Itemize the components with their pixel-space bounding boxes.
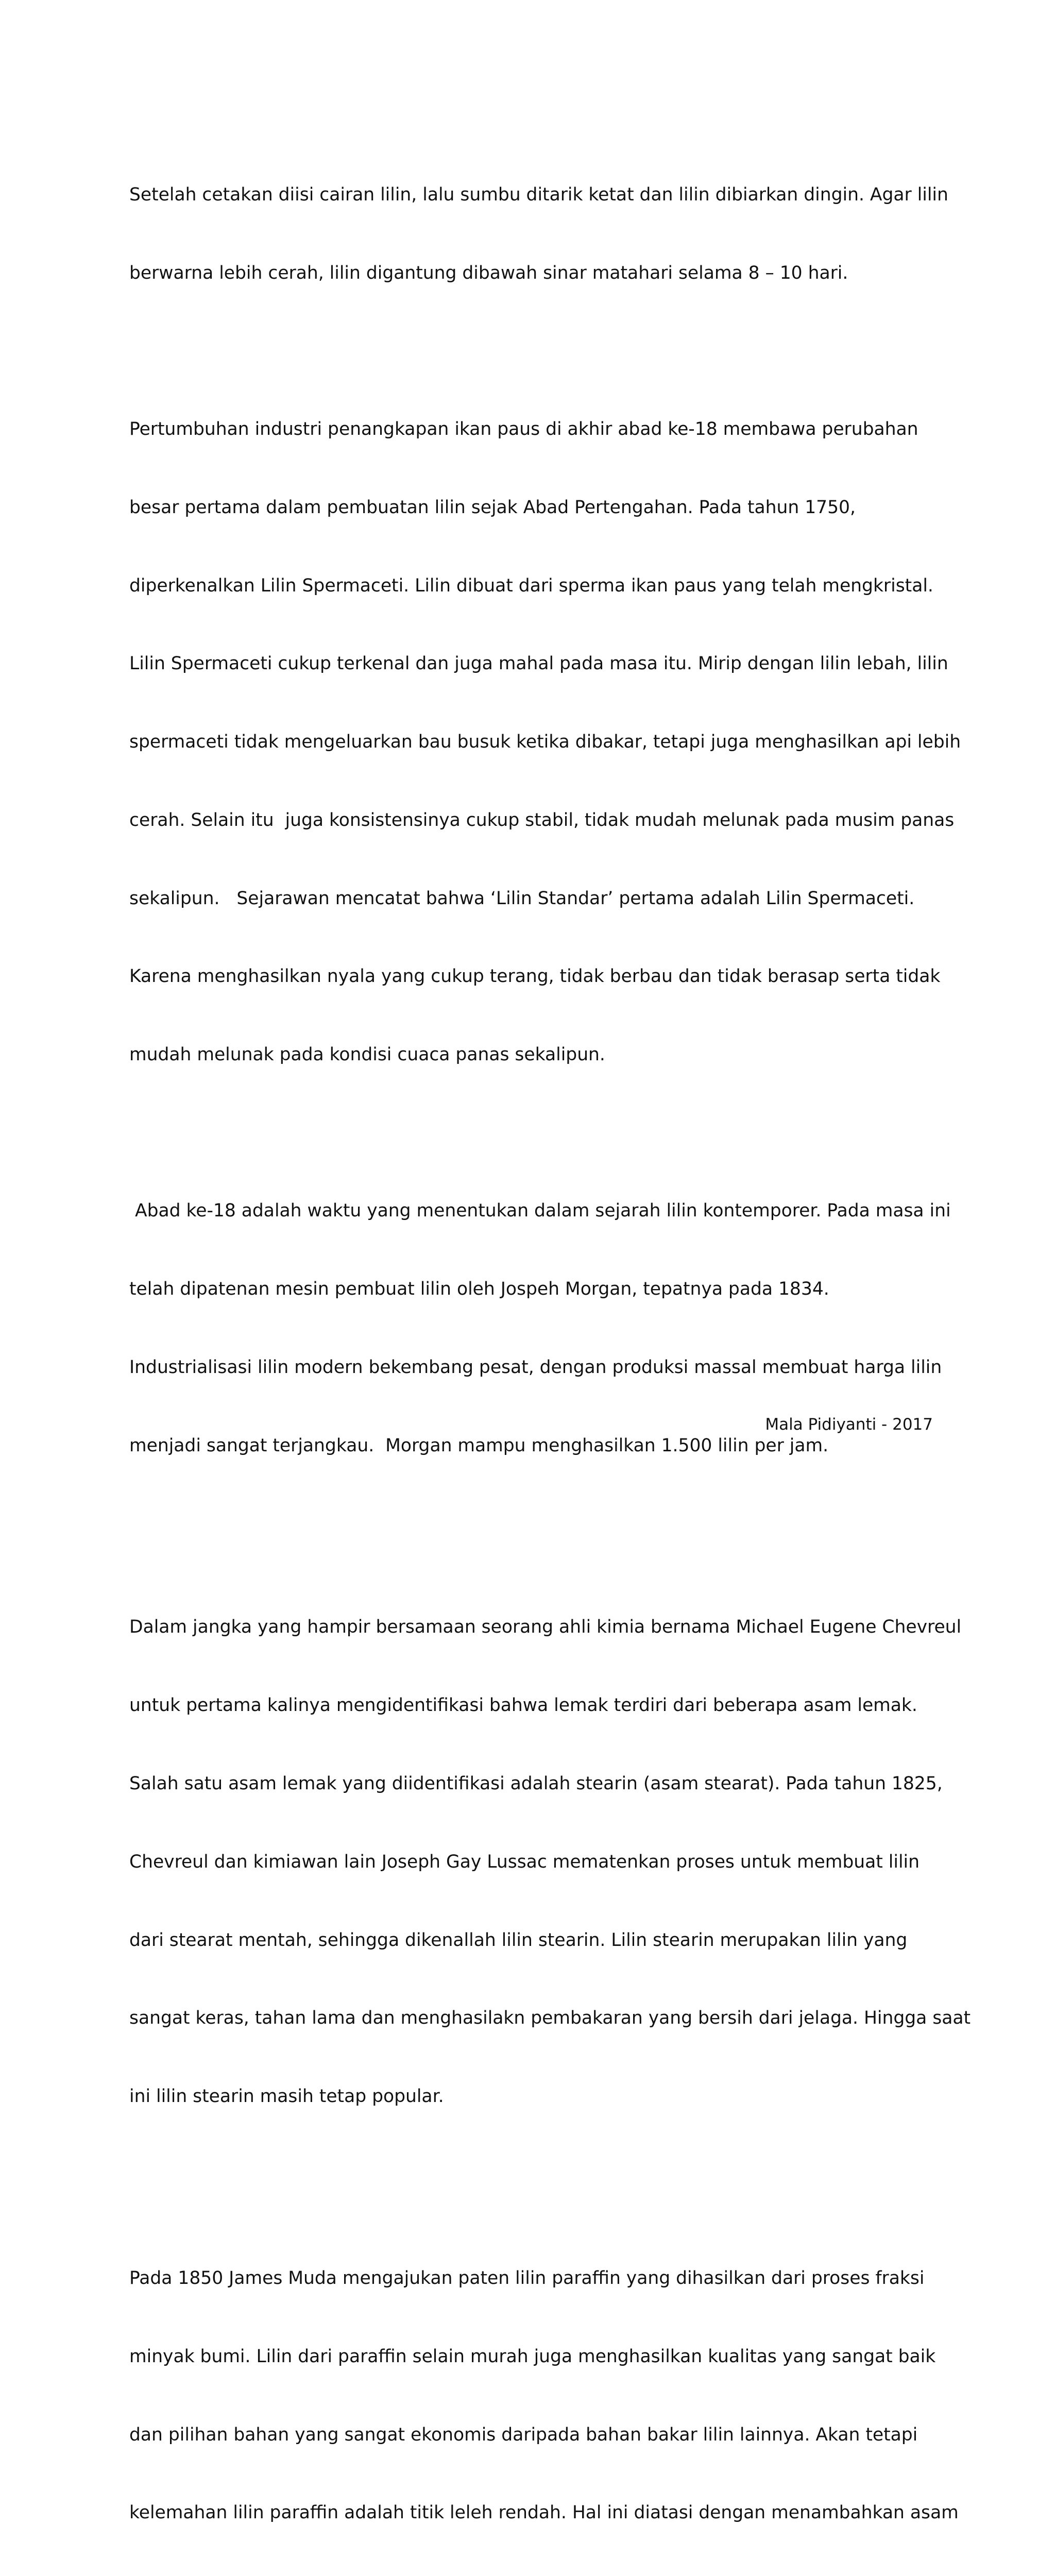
paragraph-stearin: [129, 1562, 971, 2162]
text-line: untuk pertama kalinya mengidentifikasi bahwa lemak terdiri dari beberapa asam lemak.: [129, 1695, 917, 1716]
paragraph-spacer: [129, 2162, 938, 2213]
text-line: Dalam jangka yang hampir bersamaan seorang ahli kimia bernama Michael Eugene Chevreul: [129, 1617, 962, 1638]
text-line: berwarna lebih cerah, lilin digantung dibawah sinar matahari selama 8 – 10 hari.: [129, 262, 848, 283]
text-line: minyak bumi. Lilin dari paraffin selain murah juga menghasilkan kualitas yang sangat baik: [129, 2346, 936, 2367]
text-line: diperkenalkan Lilin Spermaceti. Lilin dibuat dari sperma ikan paus yang telah mengkristal.: [129, 575, 933, 596]
text-line: Chevreul dan kimiawan lain Joseph Gay Lussac mematenkan proses untuk membuat lilin: [129, 1851, 920, 1872]
paragraph-morgan: [129, 1146, 951, 1511]
text-line: telah dipatenan mesin pembuat lilin oleh Jospeh Morgan, tepatnya pada 1834.: [129, 1278, 829, 1299]
paragraph-spacer: [129, 338, 938, 364]
text-line: dan pilihan bahan yang sangat ekonomis daripada bahan bakar lilin lainnya. Akan tetapi: [129, 2424, 918, 2445]
text-line: ini lilin stearin masih tetap popular.: [129, 2086, 444, 2107]
paragraph-spermaceti: [129, 364, 961, 1120]
text-line: Pada 1850 James Muda mengajukan paten lilin paraffin yang dihasilkan dari proses fraksi: [129, 2268, 925, 2289]
text-line: menjadi sangat terjangkau. Morgan mampu menghasilkan 1.500 lilin per jam.: [129, 1435, 829, 1456]
text-line: Setelah cetakan diisi cairan lilin, lalu sumbu ditarik ketat dan lilin dibiarkan dingin. Agar lilin: [129, 184, 948, 206]
paragraph-paraffin: [129, 2213, 959, 2576]
page-footer-author: Mala Pidiyanti - 2017: [765, 1415, 933, 1434]
text-line: Salah satu asam lemak yang diidentifikasi adalah stearin (asam stearat). Pada tahun 1825,: [129, 1773, 943, 1794]
text-line: sekalipun. Sejarawan mencatat bahwa ‘Lilin Standar’ pertama adalah Lilin Spermaceti.: [129, 888, 915, 909]
paragraph-spacer: [129, 1120, 938, 1146]
text-line: spermaceti tidak mengeluarkan bau busuk ketika dibakar, tetapi juga menghasilkan api lebih: [129, 732, 961, 753]
text-line: sangat keras, tahan lama dan menghasilakn pembakaran yang bersih dari jelaga. Hingga saat: [129, 2008, 971, 2029]
paragraph-candle-molding: [129, 130, 948, 338]
text-line: besar pertama dalam pembuatan lilin sejak Abad Pertengahan. Pada tahun 1750,: [129, 497, 856, 518]
text-line: Karena menghasilkan nyala yang cukup terang, tidak berbau dan tidak berasap serta tidak: [129, 966, 941, 987]
text-line: kelemahan lilin paraffin adalah titik leleh rendah. Hal ini diatasi dengan menambahkan asam: [129, 2502, 959, 2523]
document-body: [129, 130, 971, 2576]
text-line: Abad ke-18 adalah waktu yang menentukan dalam sejarah lilin kontemporer. Pada masa ini: [129, 1200, 951, 1222]
text-line: mudah melunak pada kondisi cuaca panas sekalipun.: [129, 1044, 605, 1065]
text-line: Lilin Spermaceti cukup terkenal dan juga mahal pada masa itu. Mirip dengan lilin lebah, lilin: [129, 653, 948, 674]
paragraph-spacer: [129, 1511, 938, 1562]
text-line: Pertumbuhan industri penangkapan ikan paus di akhir abad ke-18 membawa perubahan: [129, 418, 918, 439]
text-line: cerah. Selain itu juga konsistensinya cukup stabil, tidak mudah melunak pada musim panas: [129, 809, 955, 831]
text-line: Industrialisasi lilin modern bekembang pesat, dengan produksi massal membuat harga lilin: [129, 1357, 942, 1378]
text-line: dari stearat mentah, sehingga dikenallah lilin stearin. Lilin stearin merupakan lilin yang: [129, 1929, 908, 1951]
